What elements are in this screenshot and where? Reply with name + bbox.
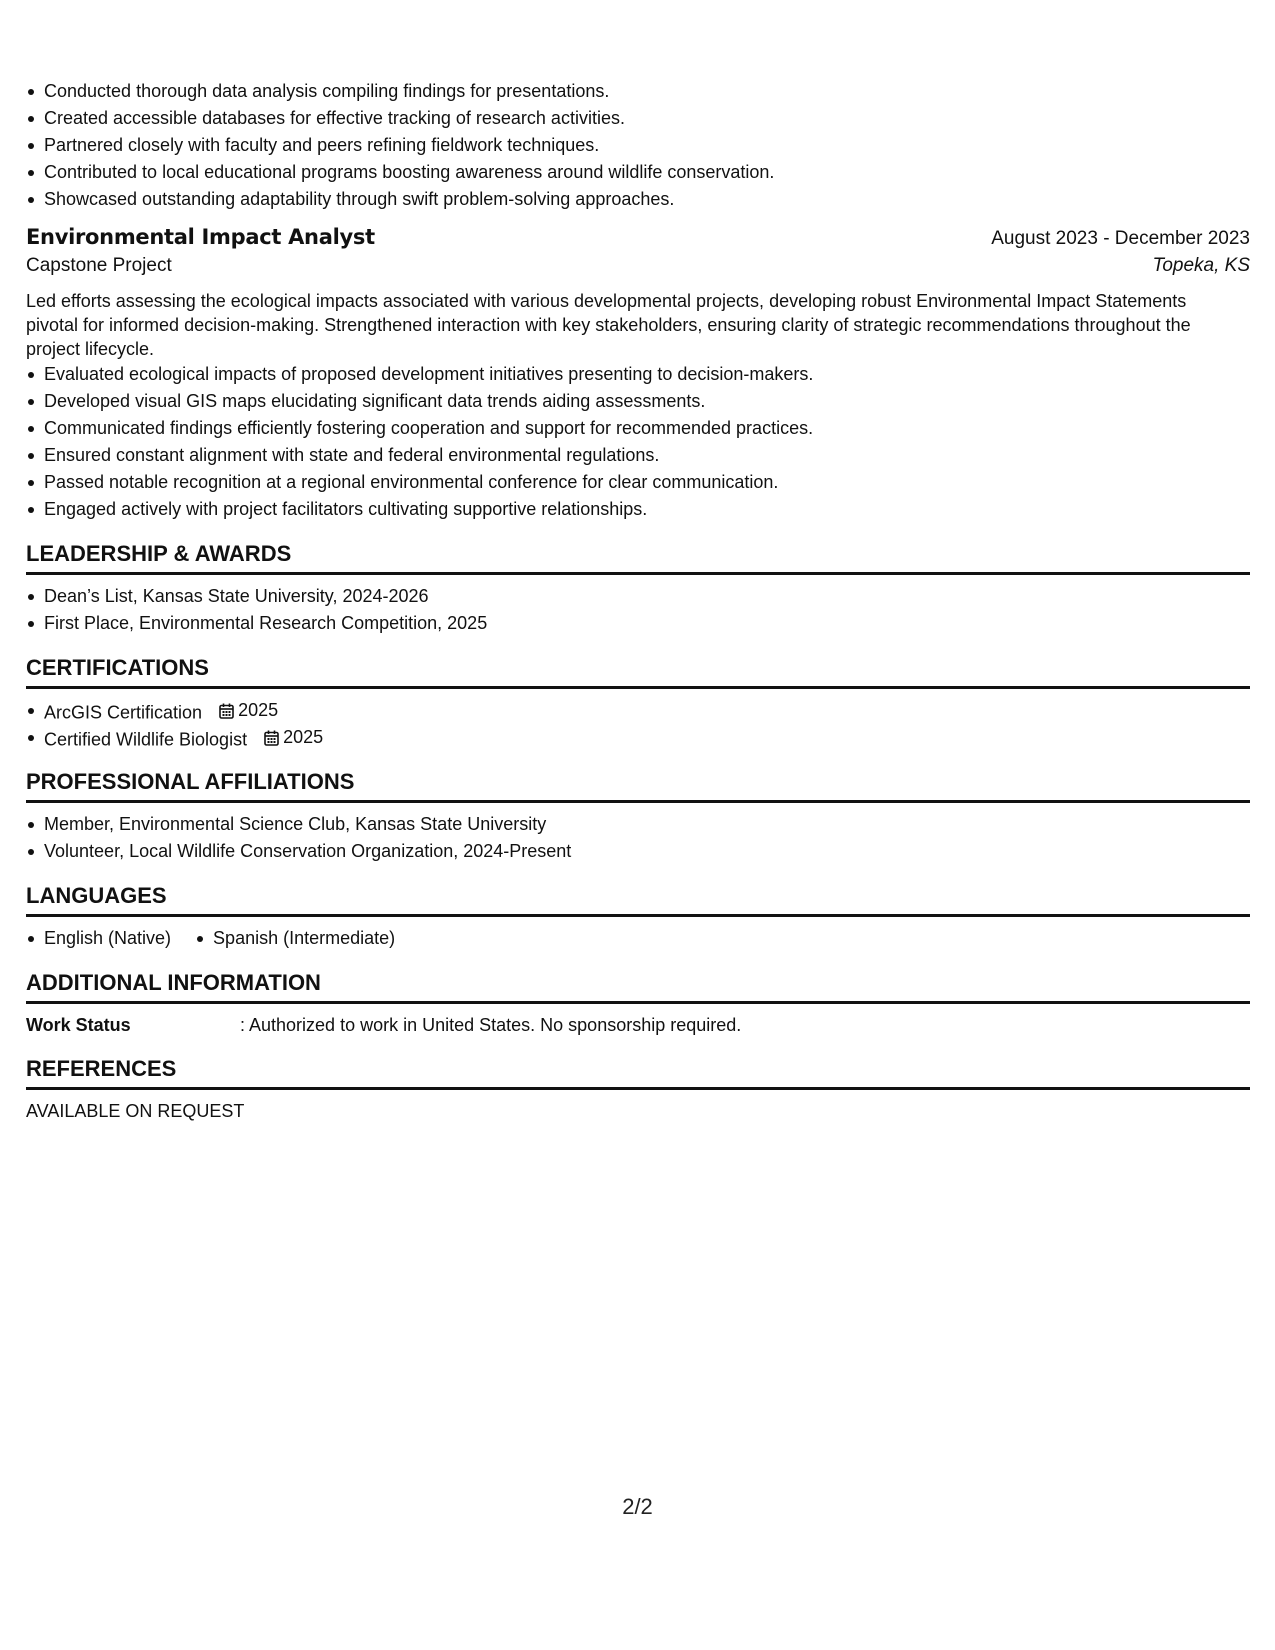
list-item: Dean’s List, Kansas State University, 2024-2026	[26, 583, 1250, 610]
work-status-label: Work Status	[26, 1015, 131, 1035]
list-item: Created accessible databases for effective tracking of research activities.	[26, 105, 1250, 132]
resume-page	[26, 78, 1250, 1124]
prev-job-bullets	[26, 78, 1250, 213]
list-item: Partnered closely with faculty and peers refining fieldwork techniques.	[26, 132, 1250, 159]
job-header	[26, 225, 1250, 255]
section-title-affiliations: PROFESSIONAL AFFILIATIONS	[26, 768, 1250, 803]
languages-list	[26, 925, 1250, 952]
list-item: Developed visual GIS maps elucidating significant data trends aiding assessments.	[26, 388, 1250, 415]
affiliations-list	[26, 811, 1250, 865]
certification-name: ArcGIS Certification	[44, 702, 203, 723]
list-item: Communicated findings efficiently fostering cooperation and support for recommended practices.	[26, 415, 1250, 442]
certification-year: 2025	[238, 700, 279, 720]
list-item: Showcased outstanding adaptability through swift problem-solving approaches.	[26, 186, 1250, 213]
list-item: Engaged actively with project facilitators cultivating supportive relationships.	[26, 496, 1250, 523]
job-organization: Capstone Project	[26, 255, 172, 276]
list-item	[26, 697, 1250, 724]
calendar-icon	[219, 703, 234, 719]
list-item	[26, 724, 1250, 751]
job-subheader	[26, 255, 1250, 287]
certification-date	[219, 697, 278, 724]
job-title: Environmental Impact Analyst	[26, 225, 375, 249]
references-text: AVAILABLE ON REQUEST	[26, 1101, 245, 1121]
language-item: Spanish (Intermediate)	[195, 925, 395, 952]
section-title-additional: ADDITIONAL INFORMATION	[26, 969, 1250, 1004]
section-title-references: REFERENCES	[26, 1055, 1250, 1090]
calendar-icon	[264, 730, 279, 746]
list-item: Contributed to local educational programs boosting awareness around wildlife conservation.	[26, 159, 1250, 186]
list-item: Ensured constant alignment with state and federal environmental regulations.	[26, 442, 1250, 469]
leadership-list	[26, 583, 1250, 637]
section-title-languages: LANGUAGES	[26, 882, 1250, 917]
list-item: Evaluated ecological impacts of proposed development initiatives presenting to decision-makers.	[26, 361, 1250, 388]
list-item: Member, Environmental Science Club, Kansas State University	[26, 811, 1250, 838]
certification-date	[264, 724, 323, 751]
section-title-leadership: LEADERSHIP & AWARDS	[26, 540, 1250, 575]
job-description: Led efforts assessing the ecological impacts associated with various developmental projects, developing robust Environmental Impact Statements pivotal for informed decision-making. Strengthened interaction with key stakeholders, ensuring clarity of strategic recommendations throughout the project lifecycle.	[26, 291, 1191, 359]
language-item: English (Native)	[26, 925, 171, 952]
list-item: Passed notable recognition at a regional environmental conference for clear communication.	[26, 469, 1250, 496]
job-location: Topeka, KS	[1152, 255, 1250, 276]
certifications-list	[26, 697, 1250, 751]
list-item: Volunteer, Local Wildlife Conservation Organization, 2024-Present	[26, 838, 1250, 865]
list-item: Conducted thorough data analysis compiling findings for presentations.	[26, 78, 1250, 105]
certification-name: Certified Wildlife Biologist	[44, 729, 248, 750]
list-item: First Place, Environmental Research Competition, 2025	[26, 610, 1250, 637]
work-status-value: : Authorized to work in United States. No sponsorship required.	[240, 1015, 742, 1035]
job-dates: August 2023 - December 2023	[991, 228, 1250, 249]
section-title-certifications: CERTIFICATIONS	[26, 654, 1250, 689]
page-number: 2/2	[622, 1494, 653, 1519]
certification-year: 2025	[283, 727, 324, 747]
work-status-row	[26, 1012, 1250, 1038]
job-bullets	[26, 361, 1250, 523]
